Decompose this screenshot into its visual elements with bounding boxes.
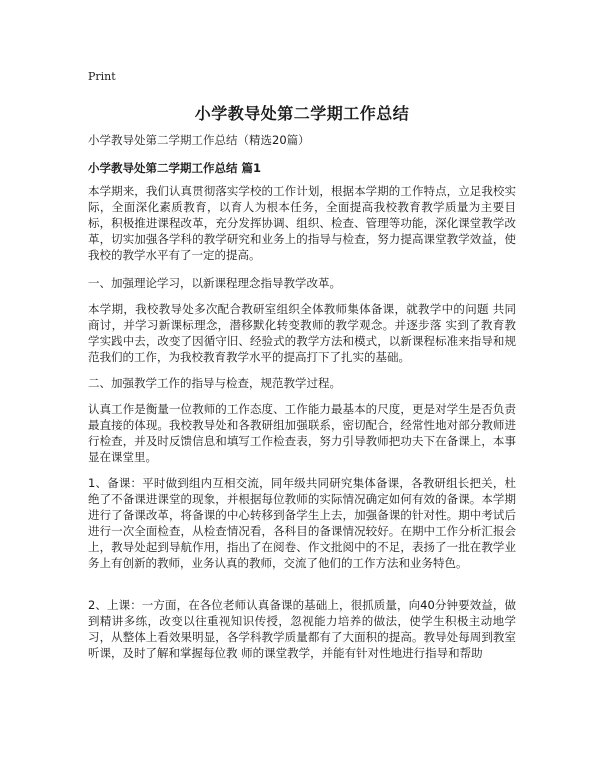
paragraph-body-2: 认真工作是衡量一位教师的工作态度、工作能力最基本的尺度，更是对学生是否负责最直接的体现。我校教导处和各教研组加强联系，密切配合，经常性地对部分教师进行检查，并及时反馈信息和填写工作检查表，努力引导教师把功夫下在备课上，本事显在课堂里。	[88, 402, 516, 464]
paragraph-heading-1: 一、加强理论学习，以新课程理念指导教学改革。	[88, 276, 341, 290]
paragraph-prep: 1、备课：平时做到组内互相交流，同年级共同研究集体备课，各教研组长把关，杜绝了不备课进课堂的现象，并根据每位教师的实际情况确定如何有效的备课。本学期进行了备课改革，将备课的中心转移到备学生上去，加强备课的针对性。期中考试后进行一次全面检查，从检查情况看，各科目的备课情况较好。在期中工作分析汇报会上，教导处起到导航作用，指出了在阅卷、作文批阅中的不足，表扬了一批在教学业务上有创新的教师，业务认真的教师，交流了他们的工作方法和业务特色。	[88, 476, 516, 570]
print-label: Print	[88, 70, 116, 83]
paragraph-intro: 本学期来，我们认真贯彻落实学校的工作计划，根据本学期的工作特点，立足我校实际，全面深化素质教育，以育人为根本任务，全面提高我校教育教学质量为主要目标，积极推进课程改革，充分发挥协调、组织、检查、管理等功能，深化课堂教学改革，切实加强各学科的教学研究和业务上的指导与检查，努力提高课堂教学效益，使我校的教学水平有了一定的提高。	[88, 184, 516, 262]
section-heading: 小学教导处第二学期工作总结 篇1	[88, 161, 262, 175]
paragraph-body-1: 本学期，我校教导处多次配合教研室组织全体教师集体备课，就教学中的问题 共同商讨，并学习新课标理念，潜移默化转变教师的教学观念。并逐步落 实到了教育教学实践中去，改变了因循守旧、经验式的教学方法和模式，以新课程标准来指导和规范我们的工作，为我校教育教学水平的提高打下了扎实的基础。	[88, 302, 516, 364]
document-title: 小学教导处第二学期工作总结	[194, 104, 410, 123]
paragraph-heading-2: 二、加强教学工作的指导与检查，规范教学过程。	[88, 376, 341, 390]
paragraph-class: 2、上课：一方面，在各位老师认真备课的基础上，很抓质量，向40分钟要效益，做到精讲多练，改变以往重视知识传授，忽视能力培养的做法，使学生积极主动地学习，从整体上看效果明显，各学科教学质量都有了大面积的提高。教导处每周到教室听课，及时了解和掌握每位教 师的课堂教学，并能有针对性地进行指导和帮助	[88, 598, 516, 660]
document-subtitle: 小学教导处第二学期工作总结（精选20篇）	[88, 133, 310, 147]
